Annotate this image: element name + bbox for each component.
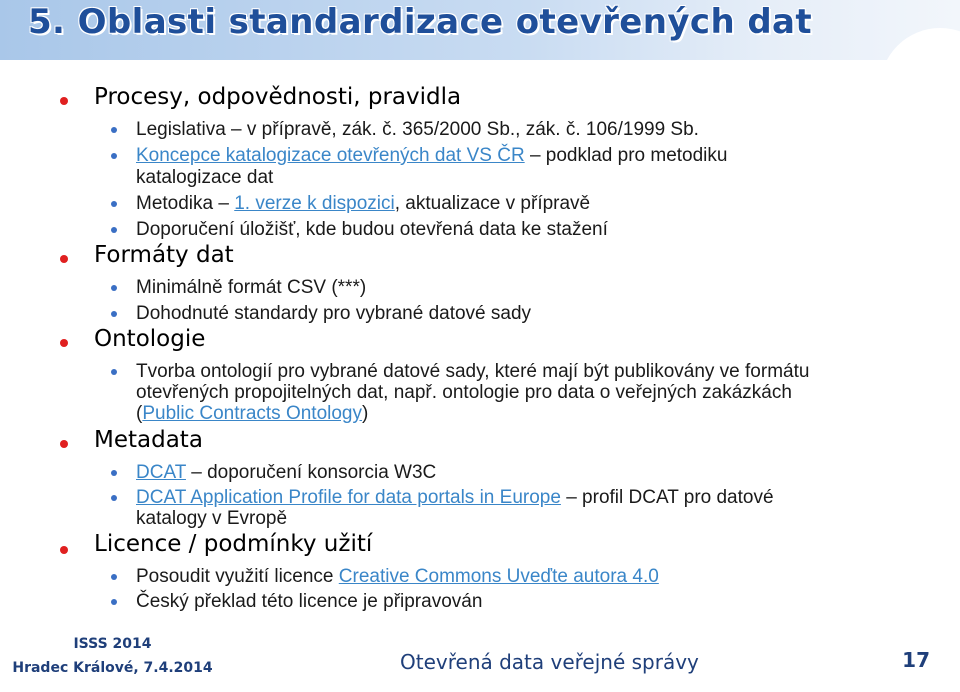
bullet-icon xyxy=(111,311,117,317)
dcat-ap-link[interactable]: DCAT Application Profile for data portals in Europe xyxy=(136,487,561,508)
dcat-link[interactable]: DCAT xyxy=(136,462,186,483)
list-item-creative-commons xyxy=(136,566,659,588)
methodology-version-link[interactable]: 1. verze k dispozici xyxy=(234,193,395,214)
list-item-ontology-line3 xyxy=(136,403,368,425)
footer-title: Otevřená data veřejné správy xyxy=(400,650,699,674)
section-heading-processes: Procesy, odpovědnosti, pravidla xyxy=(94,84,462,110)
catalog-concept-link[interactable]: Koncepce katalogizace otevřených dat VS ČR xyxy=(136,145,525,166)
bullet-icon xyxy=(111,127,117,133)
list-item-catalog-concept xyxy=(136,145,727,167)
methodology-pre: Metodika – xyxy=(136,193,235,214)
ontology-paren-close: ) xyxy=(362,403,369,424)
dcat-rest: – doporučení konsorcia W3C xyxy=(185,462,437,483)
section-heading-ontology: Ontologie xyxy=(94,326,206,352)
list-item-csv: Minimálně formát CSV (***) xyxy=(136,277,367,298)
list-item-dcat-ap xyxy=(136,487,774,509)
catalog-concept-rest: – podklad pro metodiku xyxy=(524,145,728,166)
list-item-legislation: Legislativa – v přípravě, zák. č. 365/2000 Sb., zák. č. 106/1999 Sb. xyxy=(136,119,699,140)
bullet-icon xyxy=(60,546,68,554)
list-item-dcat-ap-line2: katalogy v Evropě xyxy=(136,508,288,529)
bullet-icon xyxy=(111,153,117,159)
bullet-icon xyxy=(111,201,117,207)
bullet-icon xyxy=(60,255,68,263)
list-item-methodology xyxy=(136,193,590,215)
bullet-icon xyxy=(111,470,117,476)
bullet-icon xyxy=(111,285,117,291)
list-item-ontology-line2: otevřených propojitelných dat, např. ontologie pro data o veřejných zakázkách xyxy=(136,382,792,403)
bullet-icon xyxy=(111,599,117,605)
bullet-icon xyxy=(111,227,117,233)
list-item-storage: Doporučení úložišť, kde budou otevřená data ke stažení xyxy=(136,219,608,240)
list-item-translation: Český překlad této licence je připravován xyxy=(136,591,483,612)
bullet-icon xyxy=(60,97,68,105)
section-heading-formats: Formáty dat xyxy=(94,242,234,268)
creative-commons-pre: Posoudit využití licence xyxy=(136,566,339,587)
bullet-icon xyxy=(111,495,117,501)
bullet-icon xyxy=(111,574,117,580)
list-item-ontology-line1: Tvorba ontologií pro vybrané datové sady, které mají být publikovány ve formátu xyxy=(136,361,810,382)
ontology-paren-open: ( xyxy=(136,403,143,424)
creative-commons-link[interactable]: Creative Commons Uveďte autora 4.0 xyxy=(338,566,659,587)
section-heading-licence: Licence / podmínky užití xyxy=(94,531,373,557)
methodology-post: , aktualizace v přípravě xyxy=(394,193,591,214)
section-heading-metadata: Metadata xyxy=(94,427,203,453)
public-contracts-ontology-link[interactable]: Public Contracts Ontology xyxy=(142,403,362,424)
footer-place-date: Hradec Králové, 7.4.2014 xyxy=(12,660,213,676)
list-item-dcat xyxy=(136,462,436,484)
footer-event: ISSS 2014 xyxy=(73,636,152,652)
list-item-standards: Dohodnuté standardy pro vybrané datové sady xyxy=(136,303,532,324)
bullet-icon xyxy=(60,339,68,347)
bullet-icon xyxy=(60,440,68,448)
bullet-icon xyxy=(111,369,117,375)
footer-event-info xyxy=(0,634,225,678)
slide-title: 5. Oblasti standardizace otevřených dat xyxy=(28,2,813,42)
page-number: 17 xyxy=(902,648,930,672)
list-item-catalog-concept-line2: katalogizace dat xyxy=(136,167,274,188)
dcat-ap-rest: – profil DCAT pro datové xyxy=(560,487,774,508)
